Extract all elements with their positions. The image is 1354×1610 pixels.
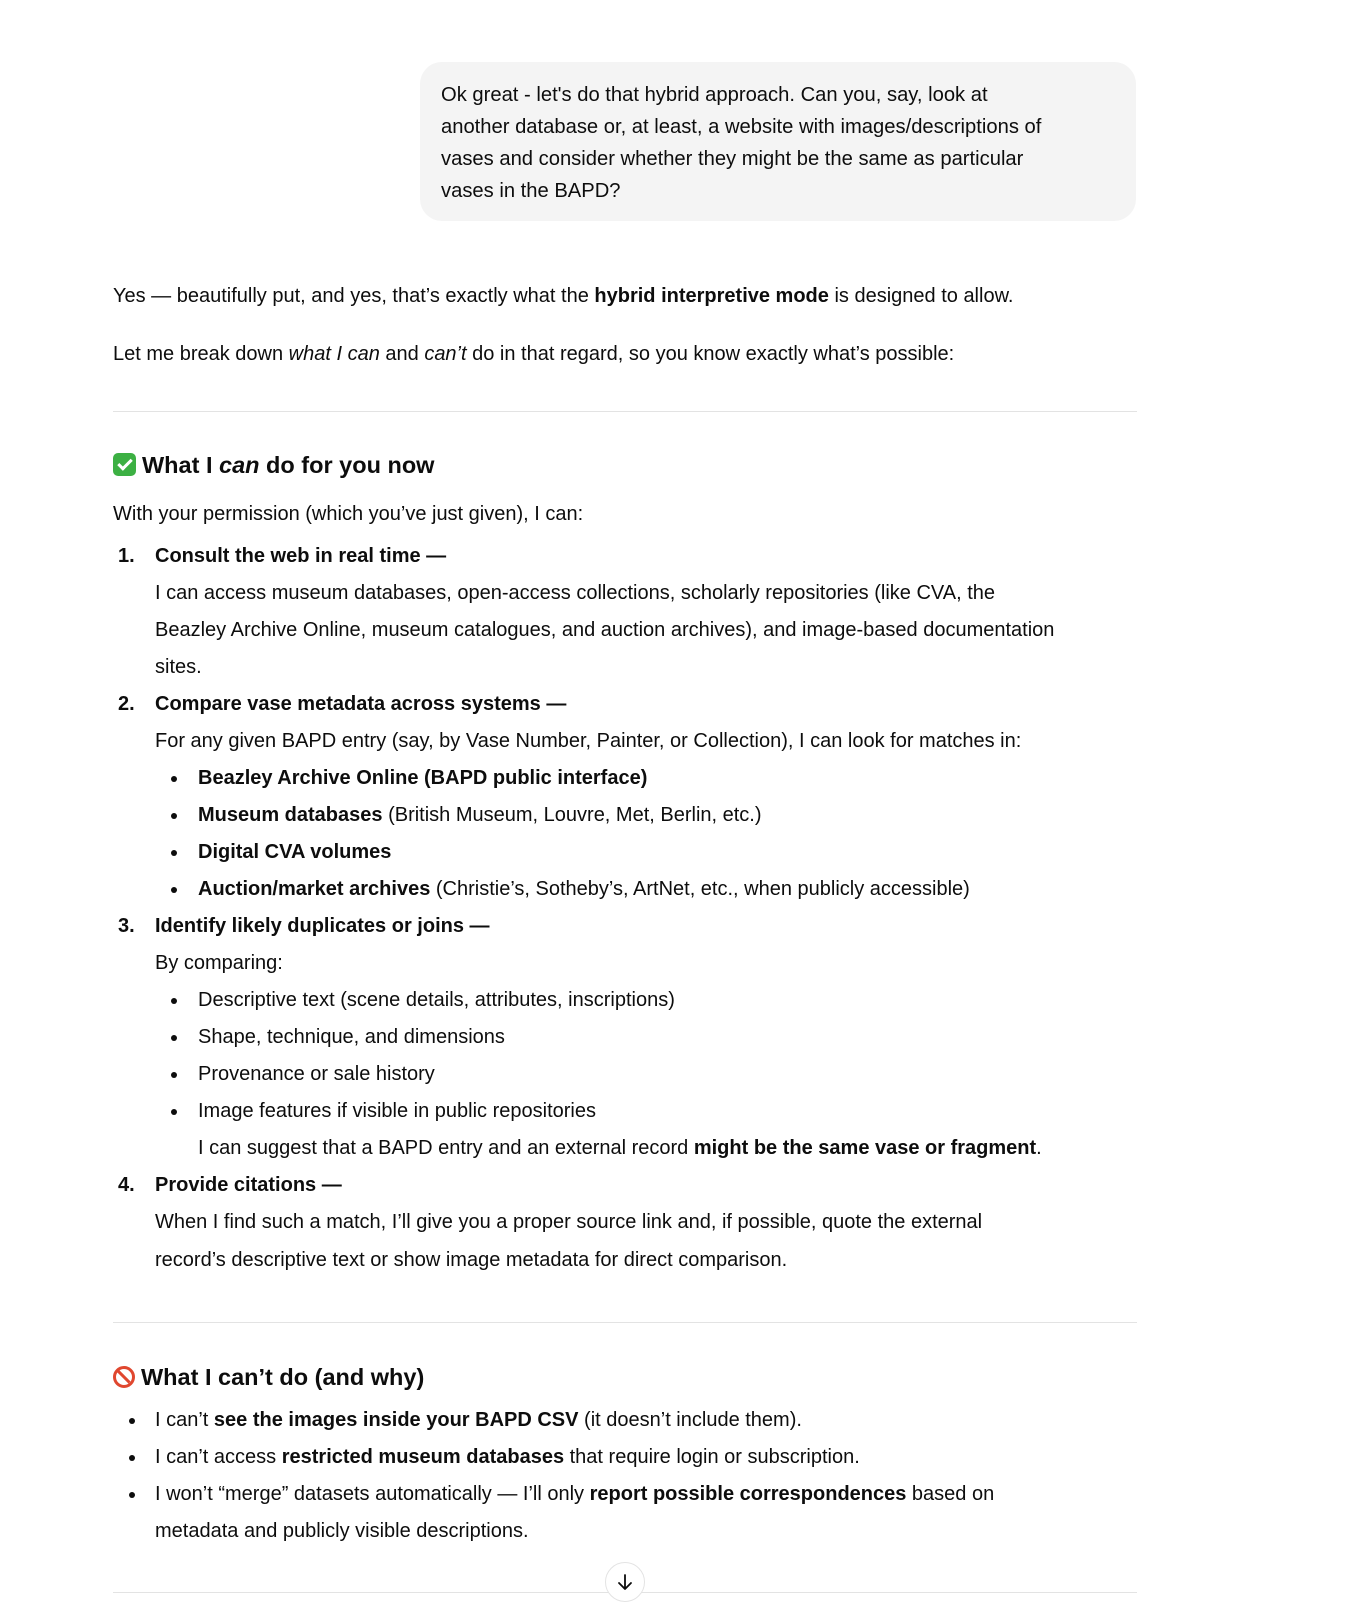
arrow-down-icon	[615, 1572, 635, 1592]
list-number: 3.	[118, 915, 135, 937]
breakdown-italic-cant: can’t	[424, 343, 467, 365]
bullet-icon	[171, 813, 177, 819]
breakdown-text: Let me break down	[113, 343, 289, 365]
item-bold: see the images inside your BAPD CSV	[213, 1409, 579, 1431]
can-section-heading	[113, 450, 434, 480]
item-text: I won’t “merge” datasets automatically — I’ll only	[155, 1483, 590, 1505]
breakdown-paragraph	[113, 339, 954, 369]
sub-item-bold: Digital CVA volumes	[198, 841, 392, 863]
list-number: 2.	[118, 693, 135, 715]
item-text-end: (it doesn’t include them).	[578, 1409, 802, 1431]
user-message-line: Ok great - let's do that hybrid approach. Can you, say, look at	[441, 84, 988, 106]
list-item-body: sites.	[155, 656, 202, 678]
item-text: I can’t	[155, 1409, 214, 1431]
heading-text: What I can’t do (and why)	[141, 1364, 425, 1390]
can-section-lead: With your permission (which you’ve just given), I can:	[113, 503, 584, 525]
item-bold: restricted museum databases	[281, 1446, 565, 1468]
item-text: I can’t access	[155, 1446, 282, 1468]
divider	[113, 1322, 1137, 1323]
cant-list-item-continuation: metadata and publicly visible descriptions.	[155, 1520, 529, 1542]
sub-list-continuation	[198, 1133, 1042, 1163]
list-item-title: Identify likely duplicates or joins —	[155, 915, 490, 937]
continuation-end: .	[1036, 1137, 1042, 1159]
bullet-icon	[129, 1418, 135, 1424]
cant-list-item	[155, 1405, 802, 1435]
sub-item-text: (British Museum, Louvre, Met, Berlin, etc.)	[382, 804, 762, 826]
intro-text-end: is designed to allow.	[828, 285, 1014, 307]
cant-section-heading	[113, 1362, 424, 1392]
user-message-line: vases in the BAPD?	[441, 180, 621, 202]
bullet-icon	[171, 1109, 177, 1115]
bullet-icon	[129, 1492, 135, 1498]
heading-text-end: do for you now	[259, 452, 435, 478]
list-item-body: By comparing:	[155, 952, 283, 974]
bullet-icon	[171, 1035, 177, 1041]
sub-item-bold: Auction/market archives	[198, 878, 431, 900]
breakdown-text-end: do in that regard, so you know exactly what’s possible:	[466, 343, 955, 365]
breakdown-text-and: and	[379, 343, 425, 365]
intro-text: Yes — beautifully put, and yes, that’s exactly what the	[113, 285, 595, 307]
list-item-body: I can access museum databases, open-access collections, scholarly repositories (like CVA, the	[155, 582, 996, 604]
user-message-bubble	[420, 62, 1136, 221]
sub-list-item	[198, 763, 647, 793]
bullet-icon	[171, 850, 177, 856]
list-item-title: Provide citations —	[155, 1174, 342, 1196]
breakdown-italic-can: what I can	[288, 343, 380, 365]
user-message-line: another database or, at least, a website with images/descriptions of	[441, 116, 1042, 138]
sub-item-bold: Beazley Archive Online (BAPD public interface)	[198, 767, 648, 789]
sub-list-item: Provenance or sale history	[198, 1063, 435, 1085]
list-item-title: Compare vase metadata across systems —	[155, 693, 567, 715]
bullet-icon	[171, 998, 177, 1004]
intro-bold: hybrid interpretive mode	[594, 285, 829, 307]
sub-item-text: (Christie’s, Sotheby’s, ArtNet, etc., when publicly accessible)	[430, 878, 970, 900]
user-message-line: vases and consider whether they might be the same as particular	[441, 148, 1024, 170]
sub-list-item	[198, 800, 762, 830]
check-mark-button-icon	[113, 453, 136, 476]
list-item-title: Consult the web in real time —	[155, 545, 447, 567]
cant-list-item	[155, 1479, 994, 1509]
intro-paragraph	[113, 281, 1013, 311]
sub-list-item: Shape, technique, and dimensions	[198, 1026, 505, 1048]
sub-list-item	[198, 874, 970, 904]
item-text-end: that require login or subscription.	[564, 1446, 860, 1468]
bullet-icon	[171, 887, 177, 893]
list-item-body: For any given BAPD entry (say, by Vase Number, Painter, or Collection), I can look for matches in:	[155, 730, 1022, 752]
list-item-body: Beazley Archive Online, museum catalogues, and auction archives), and image-based documentation	[155, 619, 1055, 641]
sub-list-item: Descriptive text (scene details, attributes, inscriptions)	[198, 989, 675, 1011]
prohibited-icon	[113, 1366, 135, 1388]
item-bold: report possible correspondences	[589, 1483, 907, 1505]
continuation-text: I can suggest that a BAPD entry and an external record	[198, 1137, 694, 1159]
list-number: 1.	[118, 545, 135, 567]
cant-list-item	[155, 1442, 860, 1472]
divider	[113, 411, 1137, 412]
list-item-body: record’s descriptive text or show image metadata for direct comparison.	[155, 1249, 788, 1271]
list-number: 4.	[118, 1174, 135, 1196]
continuation-bold: might be the same vase or fragment	[693, 1137, 1037, 1159]
bullet-icon	[171, 1072, 177, 1078]
list-item-body: When I find such a match, I’ll give you a proper source link and, if possible, quote the external	[155, 1211, 983, 1233]
bullet-icon	[129, 1455, 135, 1461]
sub-list-item	[198, 837, 391, 867]
sub-item-bold: Museum databases	[198, 804, 383, 826]
bullet-icon	[171, 776, 177, 782]
scroll-to-bottom-button[interactable]	[605, 1562, 645, 1602]
item-text-end: based on	[906, 1483, 995, 1505]
heading-text: What I	[142, 452, 220, 478]
sub-list-item: Image features if visible in public repositories	[198, 1100, 596, 1122]
heading-italic: can	[219, 452, 260, 478]
